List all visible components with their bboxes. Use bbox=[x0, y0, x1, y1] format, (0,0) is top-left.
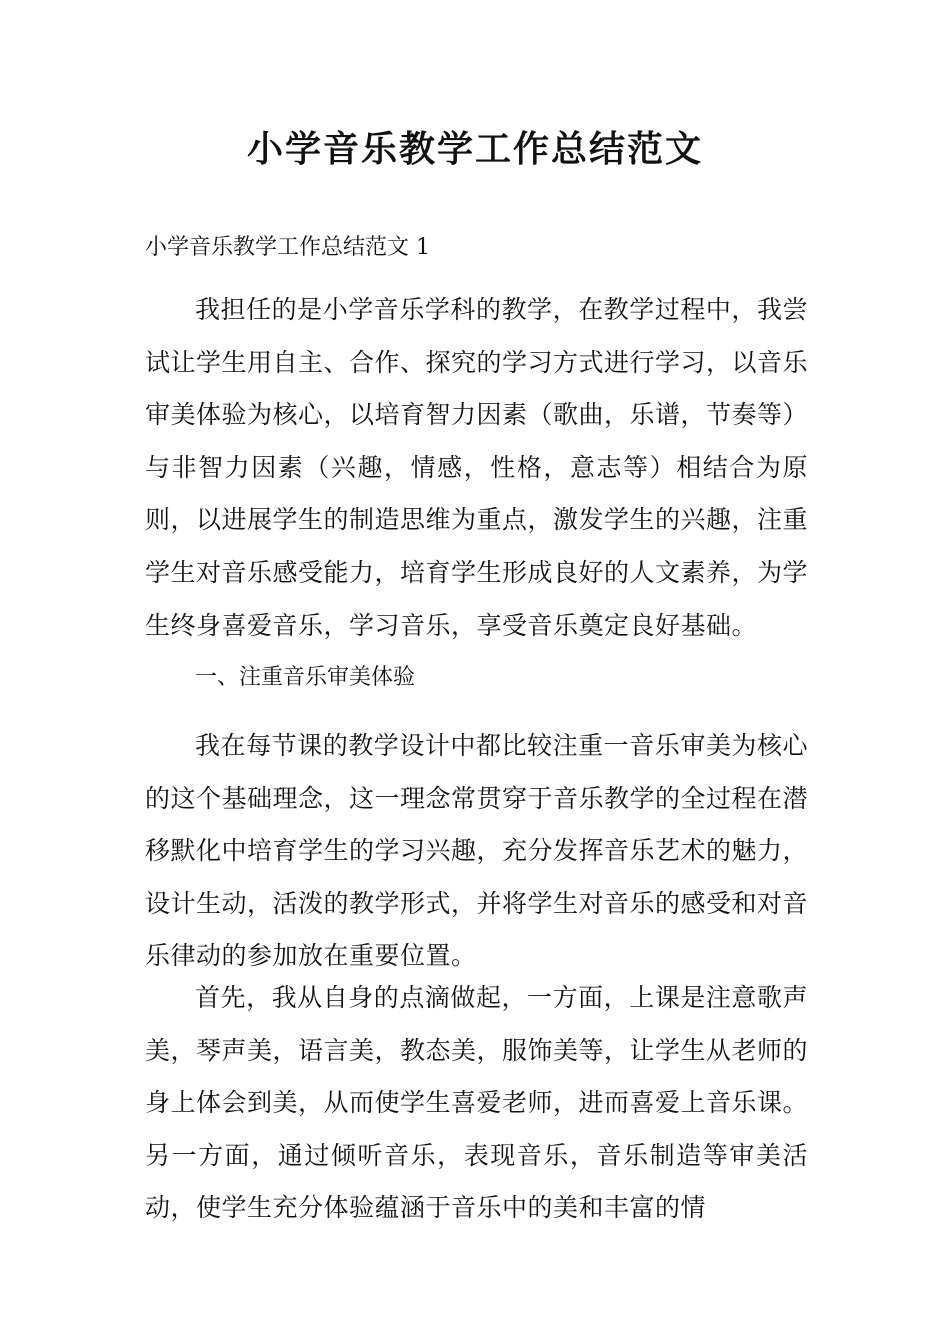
intro-block bbox=[145, 284, 808, 705]
body-paragraph-1: 我在每节课的教学设计中都比较注重一音乐审美为核心的这个基础理念，这一理念常贯穿于音乐教学的全过程在潜移默化中培育学生的学习兴趣，充分发挥音乐艺术的魅力，设计生动，活泼的教学形式，并将学生对音乐的感受和对音乐律动的参加放在重要位置。 bbox=[145, 731, 809, 971]
section-heading: 一、注重音乐审美体验 bbox=[195, 665, 416, 691]
document-subtitle: 小学音乐教学工作总结范文 1 bbox=[145, 235, 430, 260]
intro-paragraph: 我担任的是小学音乐学科的教学，在教学过程中，我尝试让学生用自主、合作、探究的学习方式进行学习，以音乐审美体验为核心，以培育智力因素（歌曲，乐谱，节奏等）与非智力因素（兴趣，情感，性格，意志等）相结合为原则，以进展学生的制造思维为重点，激发学生的兴趣，注重学生对音乐感受能力，培育学生形成良好的人文素养，为学生终身喜爱音乐，学习音乐，享受音乐奠定良好基础。 bbox=[145, 295, 809, 640]
section-body-2 bbox=[145, 972, 808, 1235]
document-title: 小学音乐教学工作总结范文 bbox=[246, 129, 703, 170]
section-body bbox=[145, 720, 808, 983]
body-paragraph-2: 首先，我从自身的点滴做起，一方面，上课是注意歌声美，琴声美，语言美，教态美，服饰美等，让学生从老师的身上体会到美，从而使学生喜爱老师，进而喜爱上音乐课。另一方面，通过倾听音乐，表现音乐，音乐制造等审美活动，使学生充分体验蕴涵于音乐中的美和丰富的情 bbox=[145, 983, 809, 1223]
